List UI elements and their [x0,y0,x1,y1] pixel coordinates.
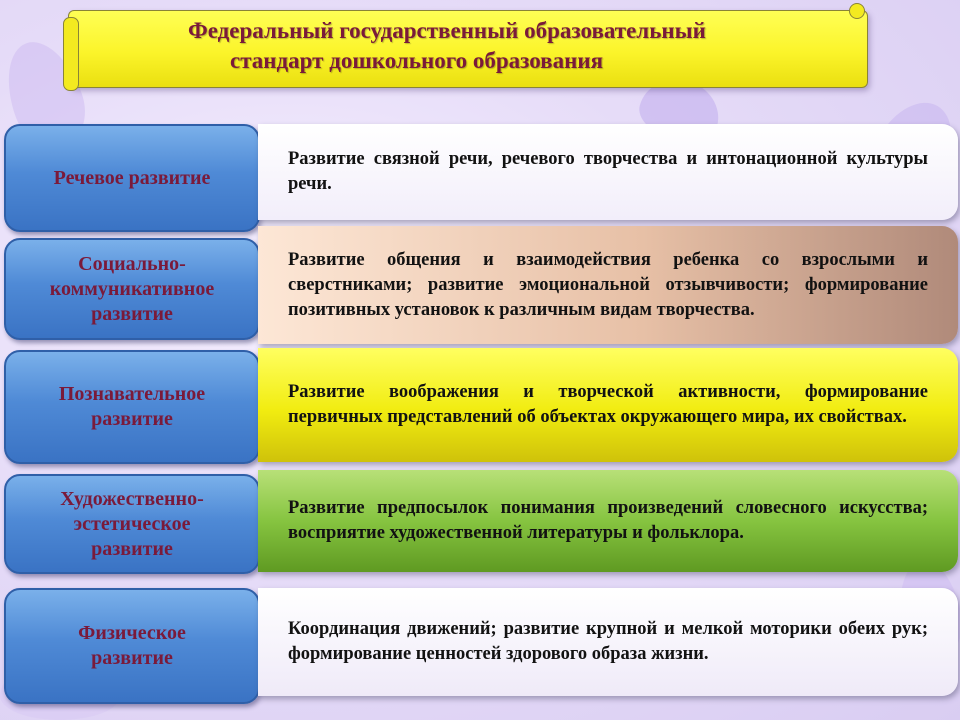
description-box [258,124,958,220]
description-box [258,470,958,572]
page-title-line-1: Федеральный государственный образовательный [188,18,706,43]
category-label: Речевое развитие [53,166,211,189]
description-text: Развитие предпосылок понимания произведений словесного искусства; восприятие художественной литературы и фольклора. [288,498,928,543]
category-box [4,350,260,464]
category-label: Познавательное развитие [58,383,206,430]
banner-curl-top [849,3,865,19]
description-box [258,348,958,462]
description-text: Координация движений; развитие крупной и мелкой моторики обеих рук; формирование ценностей здорового образа жизни. [288,619,928,664]
category-label: Физическое развитие [78,622,186,669]
category-box [4,238,260,340]
description-text: Развитие связной речи, речевого творчества и интонационной культуры речи. [288,149,928,194]
page-title-line-2: стандарт дошкольного образования [230,48,604,73]
category-label: Социально-коммуникативное развитие [49,252,215,325]
category-box [4,588,260,704]
description-text: Развитие общения и взаимодействия ребенка со взрослыми и сверстниками; развитие эмоциональной отзывчивости; формирование позитивных установок к различным видам творчества. [288,249,928,320]
category-box [4,474,260,574]
category-box [4,124,260,232]
category-label: Художественно-эстетическое развитие [60,487,204,560]
description-box [258,226,958,344]
description-box [258,588,958,696]
description-text: Развитие воображения и творческой активности, формирование первичных представлений об объектах окружающего мира, их свойствах. [288,382,928,427]
banner-curl-left [63,17,79,91]
page-title [100,16,820,76]
